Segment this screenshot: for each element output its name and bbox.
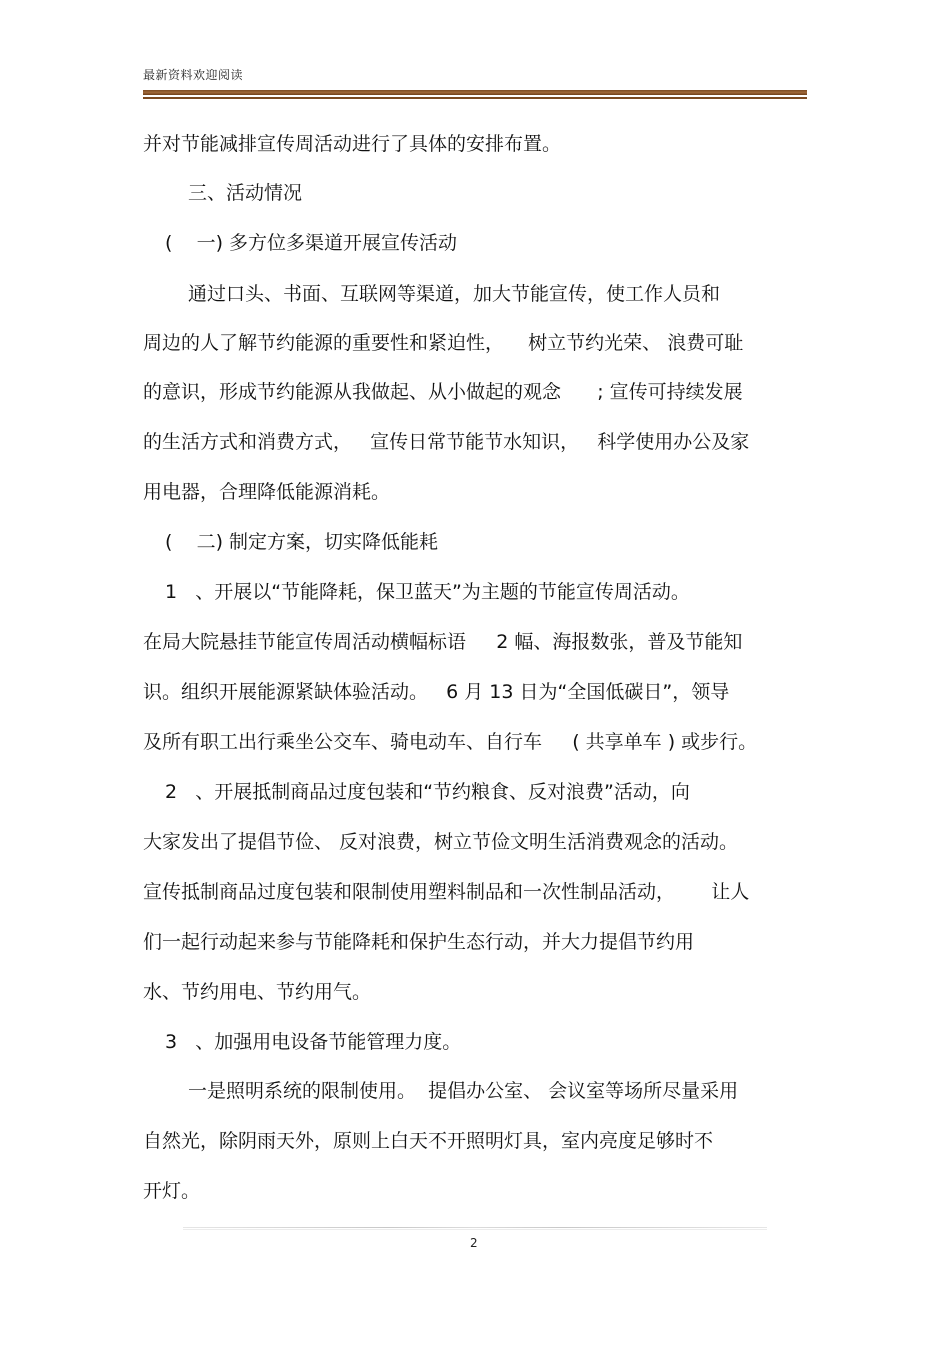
paragraph-line: 并对节能减排宣传周活动进行了具体的安排布置。: [143, 133, 562, 155]
paragraph-line: 识。组织开展能源紧缺体验活动。 6 月 13 日为“全国低碳日”，领导: [143, 681, 730, 703]
paragraph-line: 周边的人了解节约能源的重要性和紧迫性， 树立节约光荣、 浪费可耻: [143, 332, 744, 354]
page-header: 最新资料欢迎阅读: [143, 68, 244, 82]
section-heading: 三、活动情况: [188, 182, 303, 204]
paragraph-line: 一是照明系统的限制使用。 提倡办公室、 会议室等场所尽量采用: [188, 1080, 739, 1102]
paragraph-line: 及所有职工出行乘坐公交车、骑电动车、自行车 ( 共享单车 ) 或步行。: [143, 731, 758, 753]
list-item-heading: 3 、加强用电设备节能管理力度。: [165, 1031, 462, 1053]
paragraph-line: 的生活方式和消费方式， 宣传日常节能节水知识， 科学使用办公及家: [143, 431, 750, 453]
subsection-heading: ( 一) 多方位多渠道开展宣传活动: [165, 232, 458, 254]
paragraph-line: 通过口头、书面、互联网等渠道，加大节能宣传，使工作人员和: [188, 283, 721, 305]
list-item-heading: 1 、开展以“节能降耗，保卫蓝天”为主题的节能宣传周活动。: [165, 581, 690, 603]
header-rule: [143, 90, 807, 95]
page-number: 2: [470, 1236, 478, 1250]
paragraph-line: 在局大院悬挂节能宣传周活动横幅标语 2 幅、海报数张，普及节能知: [143, 631, 743, 653]
paragraph-line: 水、节约用电、节约用气。: [143, 981, 372, 1003]
paragraph-line: 的意识，形成节约能源从我做起、从小做起的观念 ; 宣传可持续发展: [143, 381, 743, 403]
paragraph-line: 自然光，除阴雨天外，原则上白天不开照明灯具，室内亮度足够时不: [143, 1130, 714, 1152]
footer-rule: [183, 1227, 767, 1228]
paragraph-line: 宣传抵制商品过度包装和限制使用塑料制品和一次性制品活动， 让人: [143, 881, 750, 903]
paragraph-line: 开灯。: [143, 1180, 201, 1202]
paragraph-line: 大家发出了提倡节俭、 反对浪费，树立节俭文明生活消费观念的活动。: [143, 831, 739, 853]
list-item-heading: 2 、开展抵制商品过度包装和“节约粮食、反对浪费”活动，向: [165, 781, 690, 803]
paragraph-line: 们一起行动起来参与节能降耗和保护生态行动，并大力提倡节约用: [143, 931, 695, 953]
paragraph-line: 用电器，合理降低能源消耗。: [143, 481, 391, 503]
header-rule-thin: [143, 97, 807, 99]
subsection-heading: ( 二) 制定方案，切实降低能耗: [165, 531, 439, 553]
footer-rule-shadow: [183, 1229, 767, 1230]
